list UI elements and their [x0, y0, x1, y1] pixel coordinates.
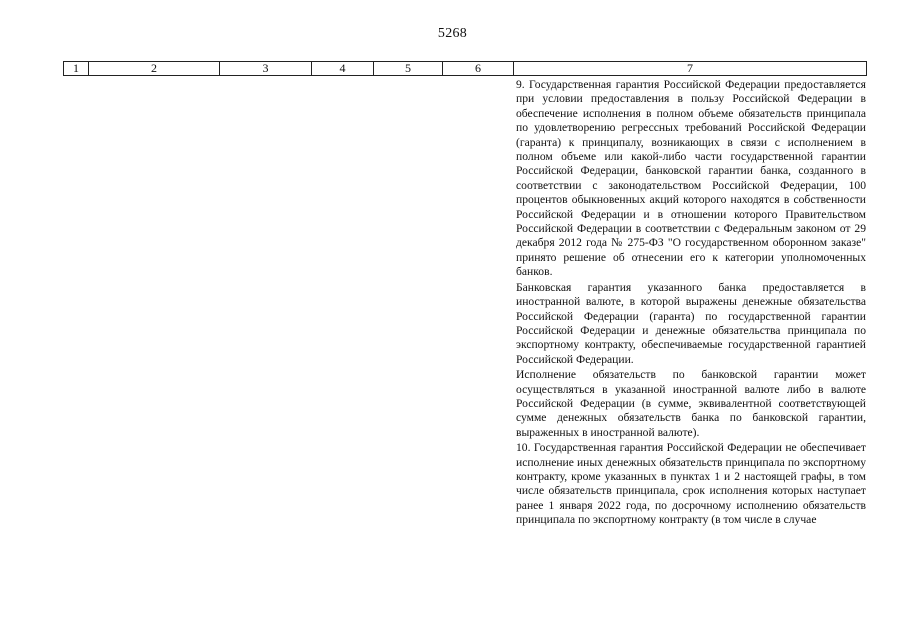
column-header-6: 6 — [443, 62, 514, 76]
column-header-1: 1 — [64, 62, 89, 76]
column-header-7: 7 — [514, 62, 867, 76]
page-number: 5268 — [437, 26, 468, 41]
paragraph-bank-guarantee-currency: Банковская гарантия указанного банка предоставляется в иностранной валюте, в которой выражены денежные обязательства Российской Федерации (гаранта) по государственной гарантии Российской Федерации и денежные обязательства принципала по экспортному контракту, обеспечиваемые государственной гарантией Российской Федерации. — [516, 280, 866, 366]
column-header-3: 3 — [220, 62, 312, 76]
paragraph-10: 10. Государственная гарантия Российской Федерации не обеспечивает исполнение иных денежных обязательств принципала по экспортному контракту, кроме указанных в пунктах 1 и 2 настоящей графы, в том числе обязательств принципала, срок исполнения которых наступает ранее 1 января 2022 года, по досрочному исполнению обязательств принципала по экспортному контракту (в том числе в случае — [516, 441, 866, 527]
column-7-text — [516, 78, 866, 529]
column-header-5: 5 — [374, 62, 443, 76]
paragraph-guarantee-execution: Исполнение обязательств по банковской гарантии может осуществляться в указанной иностранной валюте либо в валюте Российской Федерации (в сумме, эквивалентной соответствующей сумме денежных обязательств банка по банковской гарантии, выраженных в иностранной валюте). — [516, 368, 866, 439]
table-header-row — [63, 61, 867, 76]
column-header-4: 4 — [312, 62, 374, 76]
column-header-2: 2 — [89, 62, 220, 76]
paragraph-9: 9. Государственная гарантия Российской Федерации предоставляется при условии предоставления в пользу Российской Федерации в обеспечение исполнения в полном объеме обязательств принципала по удовлетворению регрессных требований Российской Федерации (гаранта) к принципалу, возникающих в связи с исполнением в полном объеме или какой-либо части государственной гарантии Российской Федерации, банковской гарантии банка, созданного в соответствии с законодательством Российской Федерации, 100 процентов обыкновенных акций которого находятся в собственности Российской Федерации и в отношении которого Правительством Российской Федерации в соответствии с Федеральным законом от 29 декабря 2012 года № 275-ФЗ "О государственном оборонном заказе" принято решение об отнесении его к категории уполномоченных банков. — [516, 78, 866, 279]
